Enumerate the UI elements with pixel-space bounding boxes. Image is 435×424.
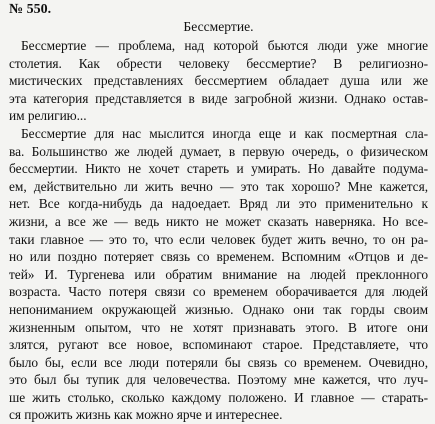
text-line: тей» И. Тургенева или обратим внимание на людей преклонного	[9, 266, 428, 282]
text-line: Бессмертие для нас мыслится иногда еще и как посмертная сла-	[21, 125, 428, 141]
text-line: жизненным опытом, что не хотят признавать этого. В итоге они	[9, 319, 428, 335]
text-line: непониманием окружающей жизнью. Однако они так горды своим	[9, 301, 428, 317]
essay-title: Бессмертие.	[183, 19, 254, 34]
text-line: ше жить столько, сколько каждому положено. И главное — старать-	[9, 389, 428, 405]
text-line: ем, действительно ли жить вечно — это так хорошо? Мне кажется,	[9, 178, 428, 194]
text-line: ва. Большинство же людей думает, в первую очередь, о физическом	[9, 143, 428, 159]
text-line: таки главное — это то, что если человек будет жить вечно, то он ра-	[9, 231, 428, 247]
text-line: было бы, если все люди потеряли бы связь со временем. Очевидно,	[9, 354, 428, 370]
text-line: эта категория представляется в виде загробной жизни. Однако остав-	[9, 90, 428, 106]
text-line: возраста. Часто потеря связи со временем оборачивается для людей	[9, 284, 428, 300]
text-line: Бессмертие — проблема, над которой бьются люди уже многие	[21, 38, 428, 53]
text-line: столетия. Как обрести человеку бессмертие? В религиозно-	[9, 55, 428, 71]
text-line: мистических представлениях бессмертием обладает душа или же	[9, 73, 428, 89]
text-line: но или поздно потеряет связь со временем. Вспомним «Отцов и де-	[9, 249, 428, 265]
paragraph	[9, 125, 428, 424]
paragraph	[9, 37, 428, 125]
exercise-number: № 550.	[9, 2, 52, 17]
text-line: им религию...	[9, 108, 87, 124]
essay-body	[9, 37, 428, 424]
text-line: нет. Все когда-нибудь да надоедает. Вряд ли это применительно к	[9, 196, 428, 212]
text-line: ся прожить жизнь как можно ярче и интереснее.	[9, 407, 283, 423]
text-line: жизни, а все же — ведь никто не может сказать наверняка. Но все-	[9, 213, 428, 229]
text-line: это был бы тупик для человечества. Поэтому мне кажется, что луч-	[9, 372, 428, 388]
text-line: злятся, ругают все новое, вспоминают старое. Представляете, что	[9, 337, 428, 353]
text-line: бессмертии. Никто не хочет стареть и умирать. Но давайте подума-	[9, 161, 428, 177]
